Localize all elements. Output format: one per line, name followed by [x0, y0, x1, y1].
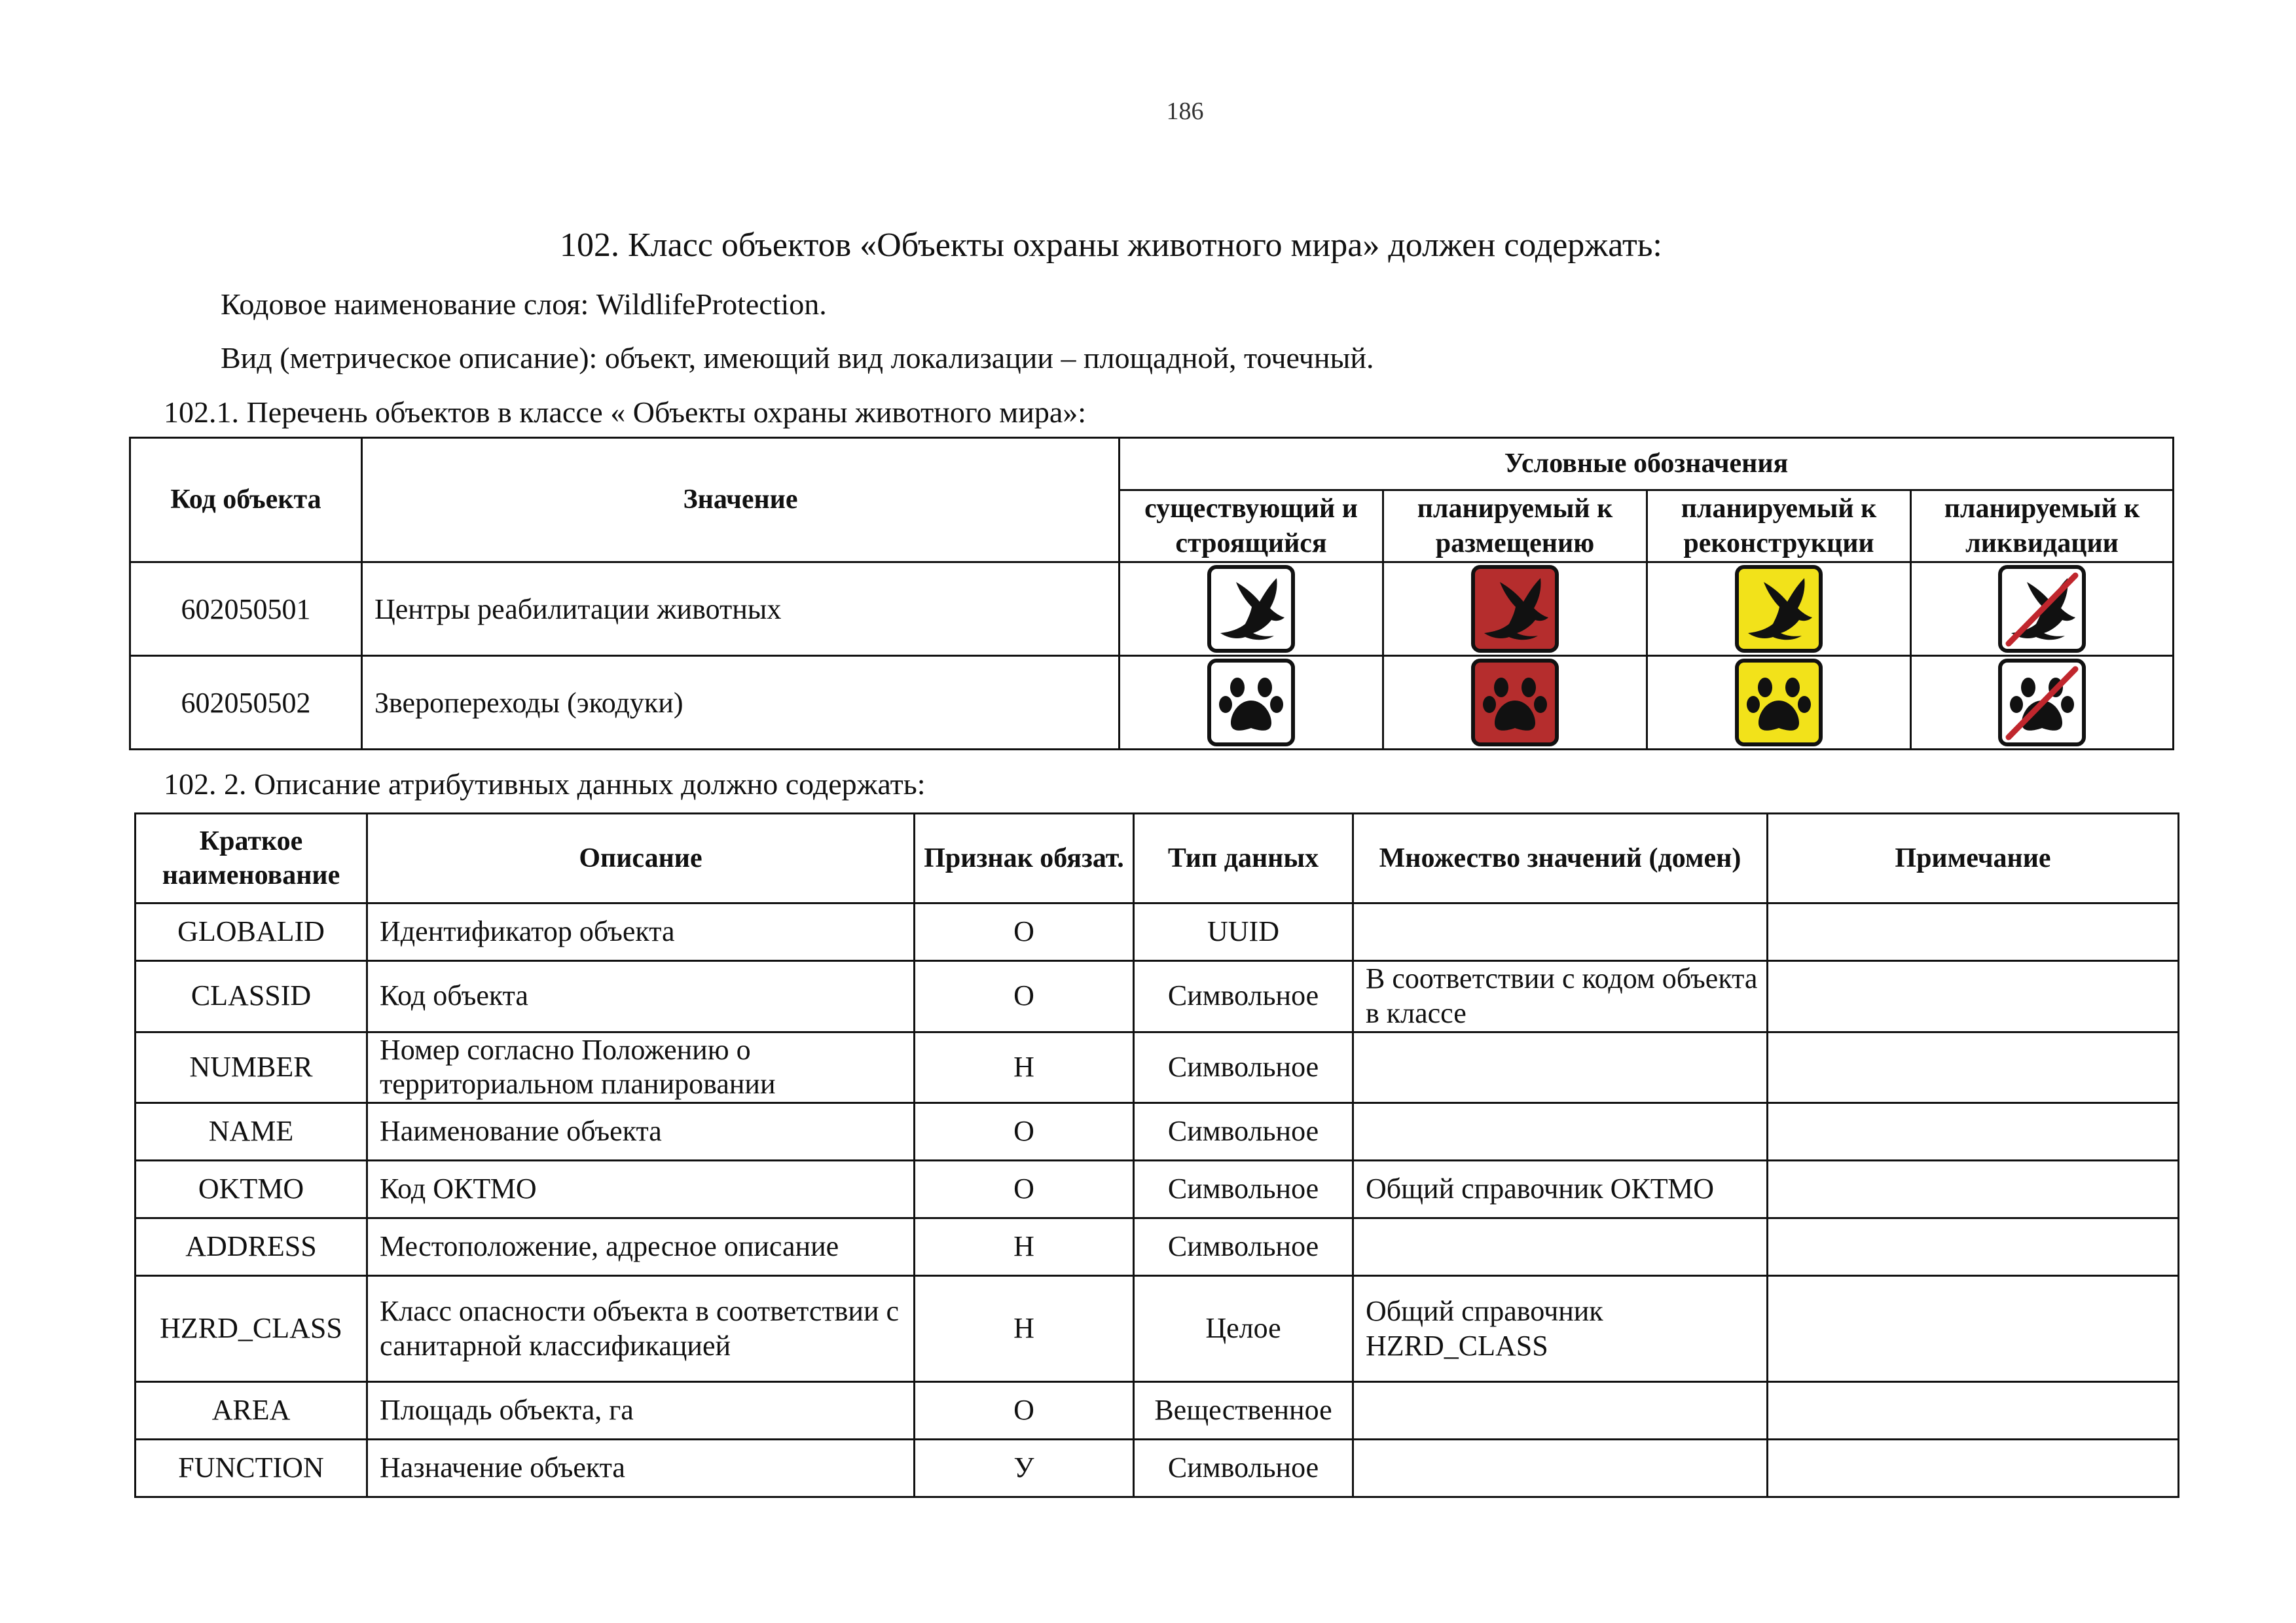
header-data-type: Тип данных — [1134, 814, 1353, 903]
attr-required: Н — [915, 1276, 1134, 1382]
object-value: Центры реабилитации животных — [362, 562, 1120, 656]
attr-description: Класс опасности объекта в соответствии с санитарной классификацией — [367, 1276, 915, 1382]
paw-icon — [1735, 659, 1823, 746]
table-row — [136, 1103, 2179, 1161]
attr-required: У — [915, 1440, 1134, 1497]
table-row — [130, 656, 2174, 750]
objects-table — [129, 437, 2174, 750]
header-planned-placement: планируемый к размещению — [1383, 490, 1647, 562]
attr-data-type: Символьное — [1134, 1161, 1353, 1218]
attr-short-name: GLOBALID — [136, 903, 367, 961]
bird-icon — [1207, 565, 1295, 653]
attr-domain — [1353, 1103, 1768, 1161]
paw-icon — [1207, 659, 1295, 746]
table-row — [136, 961, 2179, 1032]
header-planned-reconstruction: планируемый к реконструкции — [1647, 490, 1911, 562]
attr-short-name: OKTMO — [136, 1161, 367, 1218]
attr-domain — [1353, 1382, 1768, 1440]
header-symbols: Условные обозначения — [1120, 438, 2174, 490]
attr-domain — [1353, 903, 1768, 961]
attr-data-type: UUID — [1134, 903, 1353, 961]
attr-note — [1768, 1161, 2179, 1218]
attr-required: О — [915, 1103, 1134, 1161]
header-required: Признак обязат. — [915, 814, 1134, 903]
attr-note — [1768, 1032, 2179, 1103]
attr-short-name: CLASSID — [136, 961, 367, 1032]
attr-data-type: Вещественное — [1134, 1382, 1353, 1440]
attr-note — [1768, 903, 2179, 961]
attr-required: Н — [915, 1218, 1134, 1276]
table-row — [136, 1276, 2179, 1382]
attr-domain — [1353, 1218, 1768, 1276]
bird-icon — [1998, 565, 2086, 653]
attr-short-name: FUNCTION — [136, 1440, 367, 1497]
attr-short-name: ADDRESS — [136, 1218, 367, 1276]
attr-description: Код ОКТМО — [367, 1161, 915, 1218]
attr-short-name: NAME — [136, 1103, 367, 1161]
paw-icon — [1471, 659, 1559, 746]
header-note: Примечание — [1768, 814, 2179, 903]
bird-icon — [1471, 565, 1559, 653]
attr-description: Наименование объекта — [367, 1103, 915, 1161]
header-object-code: Код объекта — [130, 438, 362, 562]
table-row — [130, 562, 2174, 656]
attr-short-name: HZRD_CLASS — [136, 1276, 367, 1382]
attr-note — [1768, 1382, 2179, 1440]
attr-required: Н — [915, 1032, 1134, 1103]
header-planned-liquidation: планируемый к ликвидации — [1911, 490, 2174, 562]
object-value: Зверопереходы (экодуки) — [362, 656, 1120, 750]
object-code: 602050501 — [130, 562, 362, 656]
attr-domain — [1353, 1032, 1768, 1103]
page-number: 186 — [1166, 98, 1204, 125]
attr-description: Площадь объекта, га — [367, 1382, 915, 1440]
attr-data-type: Символьное — [1134, 1218, 1353, 1276]
attr-note — [1768, 1103, 2179, 1161]
table-row — [136, 1440, 2179, 1497]
attr-description: Код объекта — [367, 961, 915, 1032]
attr-data-type: Целое — [1134, 1276, 1353, 1382]
attr-note — [1768, 1440, 2179, 1497]
bird-icon — [1735, 565, 1823, 653]
attr-domain — [1353, 1440, 1768, 1497]
attributes-title: 102. 2. Описание атрибутивных данных должно содержать: — [164, 767, 926, 801]
attr-short-name: NUMBER — [136, 1032, 367, 1103]
table-row — [136, 1161, 2179, 1218]
paw-icon — [1998, 659, 2086, 746]
table-row — [136, 1382, 2179, 1440]
attr-data-type: Символьное — [1134, 961, 1353, 1032]
attr-domain: Общий справочник HZRD_CLASS — [1353, 1276, 1768, 1382]
attr-domain: Общий справочник ОКТМО — [1353, 1161, 1768, 1218]
object-code: 602050502 — [130, 656, 362, 750]
header-description: Описание — [367, 814, 915, 903]
header-value: Значение — [362, 438, 1120, 562]
attr-data-type: Символьное — [1134, 1103, 1353, 1161]
attr-description: Номер согласно Положению о территориальном планировании — [367, 1032, 915, 1103]
attr-description: Назначение объекта — [367, 1440, 915, 1497]
attr-domain: В соответствии с кодом объекта в классе — [1353, 961, 1768, 1032]
attr-required: О — [915, 903, 1134, 961]
attr-required: О — [915, 961, 1134, 1032]
attr-description: Местоположение, адресное описание — [367, 1218, 915, 1276]
section-heading: 102. Класс объектов «Объекты охраны животного мира» должен содержать: — [560, 227, 1662, 264]
geometry-line: Вид (метрическое описание): объект, имеющий вид локализации – площадной, точечный. — [221, 341, 1374, 374]
header-domain: Множество значений (домен) — [1353, 814, 1768, 903]
object-list-title: 102.1. Перечень объектов в классе « Объекты охраны животного мира»: — [164, 395, 1087, 429]
attr-description: Идентификатор объекта — [367, 903, 915, 961]
header-short-name: Краткое наименование — [136, 814, 367, 903]
table-row — [136, 1218, 2179, 1276]
attributes-table — [134, 812, 2179, 1498]
attr-required: О — [915, 1382, 1134, 1440]
table-row — [136, 903, 2179, 961]
attr-required: О — [915, 1161, 1134, 1218]
attr-short-name: AREA — [136, 1382, 367, 1440]
attr-data-type: Символьное — [1134, 1032, 1353, 1103]
header-existing: существующий и строящийся — [1120, 490, 1383, 562]
table-row — [136, 1032, 2179, 1103]
layer-code-line: Кодовое наименование слоя: WildlifeProtection. — [221, 287, 827, 321]
attr-note — [1768, 1218, 2179, 1276]
attr-note — [1768, 961, 2179, 1032]
attr-note — [1768, 1276, 2179, 1382]
attr-data-type: Символьное — [1134, 1440, 1353, 1497]
